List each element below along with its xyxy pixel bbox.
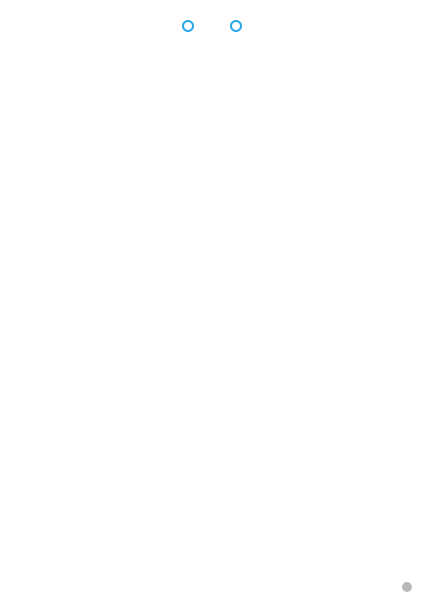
ring-icon [230,20,242,32]
watermark [402,582,415,592]
logo-icon [402,582,412,592]
ring-icon [182,20,194,32]
page-title-bar [0,15,423,37]
